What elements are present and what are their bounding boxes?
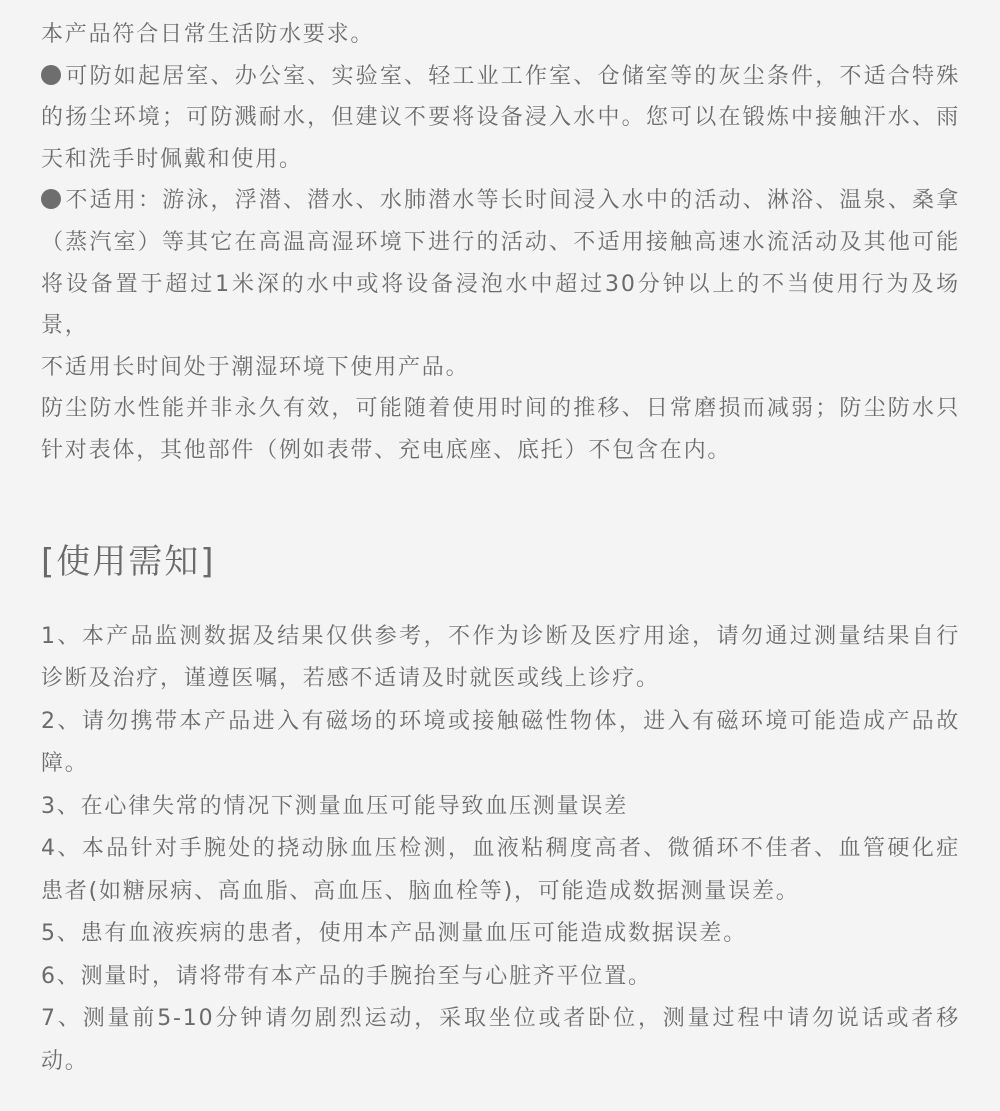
usage-note-item: 2、请勿携带本产品进入有磁场的环境或接触磁性物体，进入有磁环境可能造成产品故障。 [41, 708, 960, 777]
usage-note-item: 6、测量时，请将带有本产品的手腕抬至与心脏齐平位置。 [41, 963, 652, 989]
bullet-icon [41, 65, 61, 85]
usage-note-item: 4、本品针对手腕处的挠动脉血压检测，血液粘稠度高者、微循环不佳者、血管硬化症患者(如糖尿病、高血脂、高血压、脑血栓等)，可能造成数据测量误差。 [41, 836, 960, 904]
usage-notes-title: [使用需知] [41, 541, 216, 582]
usage-note-item: 5、患有血液疾病的患者，使用本产品测量血压可能造成数据误差。 [41, 921, 747, 947]
not-applicable-paragraph [41, 180, 960, 346]
usage-notes-list [41, 616, 960, 1084]
dust-conditions-paragraph [41, 56, 960, 181]
bullet-icon [41, 189, 61, 209]
not-applicable-text: 不适用：游泳，浮潜、潜水、水肺潜水等长时间浸入水中的活动、淋浴、温泉、桑拿（蒸汽室）等其它在高温高湿环境下进行的活动、不适用接触高速水流活动及其他可能将设备置于超过1米深的水中或将设备浸泡水中超过30分钟以上的不当使用行为及场景， [41, 188, 960, 339]
usage-note-item: 1、本产品监测数据及结果仅供参考，不作为诊断及医疗用途，请勿通过测量结果自行诊断及治疗，谨遵医嘱，若感不适请及时就医或线上诊疗。 [41, 623, 960, 692]
durability-note: 防尘防水性能并非永久有效，可能随着使用时间的推移、日常磨损而减弱；防尘防水只针对表体，其他部件（例如表带、充电底座、底托）不包含在内。 [41, 396, 960, 463]
dust-conditions-text: 可防如起居室、办公室、实验室、轻工业工作室、仓储室等的灰尘条件，不适合特殊的扬尘环境；可防溅耐水，但建议不要将设备浸入水中。您可以在锻炼中接触汗水、雨天和洗手时佩戴和使用。 [41, 63, 960, 172]
usage-note-item: 7、测量前5-10分钟请勿剧烈运动，采取坐位或者卧位，测量过程中请勿说话或者移动。 [41, 1006, 960, 1074]
waterproof-intro: 本产品符合日常生活防水要求。 [41, 22, 375, 47]
waterproof-section [41, 14, 960, 472]
usage-note-item: 3、在心律失常的情况下测量血压可能导致血压测量误差 [41, 793, 628, 819]
humid-environment-note: 不适用长时间处于潮湿环境下使用产品。 [41, 354, 470, 380]
